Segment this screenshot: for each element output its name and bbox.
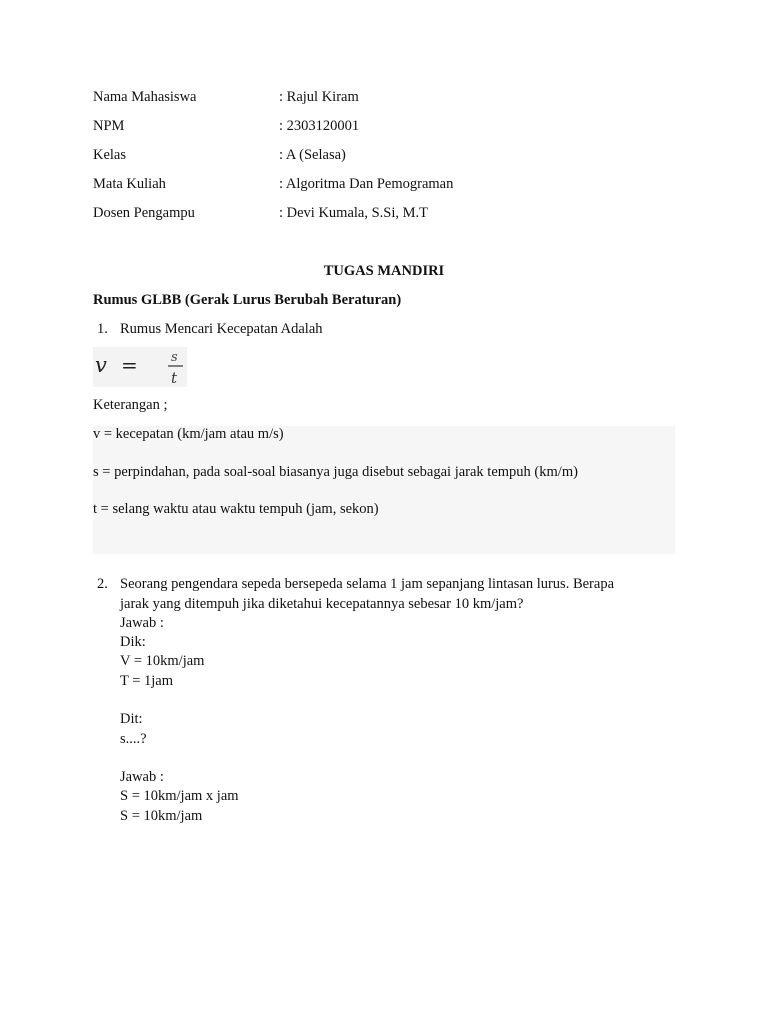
item-2-question-line-1: Seorang pengendara sepeda bersepeda selama 1 jam sepanjang lintasan lurus. Berapa <box>120 576 615 592</box>
item-2-question-line-2: jarak yang ditempuh jika diketahui kecepatannya sebesar 10 km/jam? <box>120 596 524 612</box>
item-2-number: 2. <box>97 576 108 592</box>
document-title: TUGAS MANDIRI <box>323 263 445 279</box>
answer-given-time: T = 1jam <box>120 673 174 689</box>
answer-jawab-label: Jawab : <box>120 615 164 631</box>
keterangan-line-v: v = kecepatan (km/jam atau m/s) <box>93 426 284 442</box>
formula-lhs: v <box>95 353 107 377</box>
info-value-npm: : 2303120001 <box>279 118 360 134</box>
answer-dik-label: Dik: <box>120 634 146 650</box>
item-1-text: Rumus Mencari Kecepatan Adalah <box>120 321 323 337</box>
answer-dit-label: Dit: <box>120 711 143 727</box>
formula-numerator: s <box>171 350 178 365</box>
velocity-formula-image <box>93 347 187 387</box>
info-value-nama: : Rajul Kiram <box>279 89 359 105</box>
answer-calc-step: S = 10km/jam x jam <box>120 788 239 804</box>
info-value-mata-kuliah: : Algoritma Dan Pemograman <box>279 176 454 192</box>
info-value-kelas: : A (Selasa) <box>279 147 346 163</box>
formula-denominator: t <box>171 369 178 387</box>
info-value-dosen: : Devi Kumala, S.Si, M.T <box>279 205 429 221</box>
formula-equals: = <box>121 353 138 377</box>
keterangan-line-s: s = perpindahan, pada soal-soal biasanya juga disebut sebagai jarak tempuh (km/m) <box>93 464 578 480</box>
info-label-nama: Nama Mahasiswa <box>93 89 197 105</box>
keterangan-heading: Keterangan ; <box>93 397 168 413</box>
section-subtitle: Rumus GLBB (Gerak Lurus Berubah Beraturan) <box>93 292 402 308</box>
answer-given-velocity: V = 10km/jam <box>120 653 205 669</box>
answer-result: S = 10km/jam <box>120 808 203 824</box>
info-label-dosen: Dosen Pengampu <box>93 205 195 221</box>
info-label-npm: NPM <box>93 118 125 134</box>
keterangan-box <box>93 426 675 554</box>
answer-jawab-label-2: Jawab : <box>120 769 164 785</box>
info-label-kelas: Kelas <box>93 147 127 163</box>
keterangan-line-t: t = selang waktu atau waktu tempuh (jam, sekon) <box>93 501 379 517</box>
item-1-number: 1. <box>97 321 108 337</box>
info-label-mata-kuliah: Mata Kuliah <box>93 176 166 192</box>
answer-asked: s....? <box>120 731 147 747</box>
